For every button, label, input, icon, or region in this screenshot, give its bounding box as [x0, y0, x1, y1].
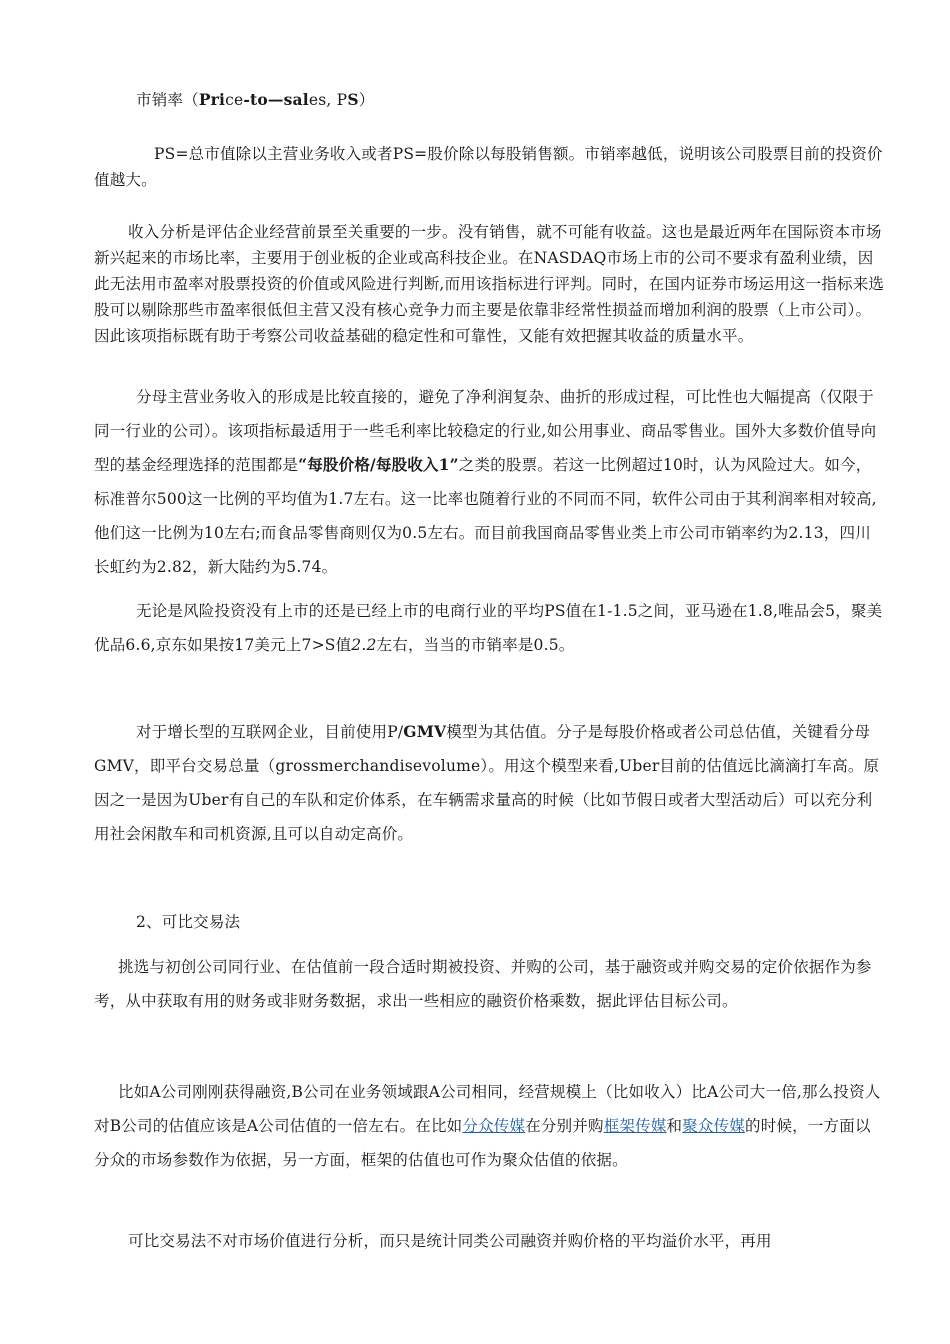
- paragraph-revenue-analysis: 收入分析是评估企业经营前景至关重要的一步。没有销售，就不可能有收益。这也是最近两年在国际资本市场新兴起来的市场比率，主要用于创业板的企业或高科技企业。在NASDAQ市场上市的公司不要求有盈利业绩，因此无法用市盈率对股票投资的价值或风险进行判断,而用该指标进行评判。同时，在国内证券市场运用这一指标来选股可以剔除那些市盈率很低但主营又没有核心竞争力而主要是依靠非经常性损益而增加利润的股票（上市公司）。因此该项指标既有助于考察公司收益基础的稳定性和可靠性，又能有效把握其收益的质量水平。: [94, 223, 885, 345]
- paragraph-denominator: 分母主营业务收入的形成是比较直接的，避免了净利润复杂、曲折的形成过程，可比性也大幅提高（仅限于同一行业的公司）。该项指标最适用于一些毛利率比较稳定的行业,如公用事业、商品零售业。国外大多数价值导向型的基金经理选择的范围都是“每股价格/每股收入1”之类的股票。若这一比例超过10时，认为风险过大。如今，标准普尔500这一比例的平均值为1.7左右。这一比率也随着行业的不同而不同，软件公司由于其利润率相对较高,他们这一比例为10左右;而食品零售商则仅为0.5左右。而目前我国商品零售业类上市公司市销率约为2.13，四川长虹约为2.82，新大陆约为5.74。: [94, 388, 877, 576]
- paragraph-gmv-model: 对于增长型的互联网企业，目前使用P/GMV模型为其估值。分子是每股价格或者公司总估值，关键看分母GMV，即平台交易总量（grossmerchandisevolume）。用这个模型来看,Uber目前的估值远比滴滴打车高。原因之一是因为Uber有自己的车队和定价体系，在车辆需求量高的时候（比如节假日或者大型活动后）可以充分利用社会闲散车和司机资源,且可以自动定高价。: [94, 722, 880, 843]
- paragraph-comparable-method: 可比交易法不对市场价值进行分析，而只是统计同类公司融资并购价格的平均溢价水平，再用: [128, 1232, 772, 1250]
- link-frame-media[interactable]: 框架传媒: [603, 1117, 667, 1135]
- section-title: 市销率（Price-to—sales, PS）: [136, 90, 375, 109]
- paragraph-ps-definition: PS=总市值除以主营业务收入或者PS=股价除以每股销售额。市销率越低，说明该公司股票目前的投资价值越大。: [94, 145, 883, 189]
- paragraph-comparable-definition: 挑选与初创公司同行业、在估值前一段合适时期被投资、并购的公司，基于融资或并购交易的定价依据作为参考，从中获取有用的财务或非财务数据，求出一些相应的融资价格乘数，据此评估目标公司。: [94, 958, 872, 1010]
- link-focus-media[interactable]: 分众传媒: [462, 1117, 526, 1135]
- paragraph-ecommerce-ps: 无论是风险投资没有上市的还是已经上市的电商行业的平均PS值在1-1.5之间，亚马逊在1.8,唯品会5，聚美优品6.6,京东如果按17美元上7>S值2.2左右，当当的市销率是0.5。: [94, 602, 883, 654]
- heading-comparable-transactions: 2、可比交易法: [136, 913, 241, 931]
- link-target-media[interactable]: 聚众传媒: [682, 1117, 746, 1135]
- paragraph-example: 比如A公司刚刚获得融资,B公司在业务领域跟A公司相同，经营规模上（比如收入）比A公司大一倍,那么投资人对B公司的估值应该是A公司估值的一倍左右。在比如分众传媒在分别并购框架传媒和聚众传媒的时候，一方面以分众的市场参数作为依据，另一方面，框架的估值也可作为聚众估值的依据。: [94, 1083, 881, 1169]
